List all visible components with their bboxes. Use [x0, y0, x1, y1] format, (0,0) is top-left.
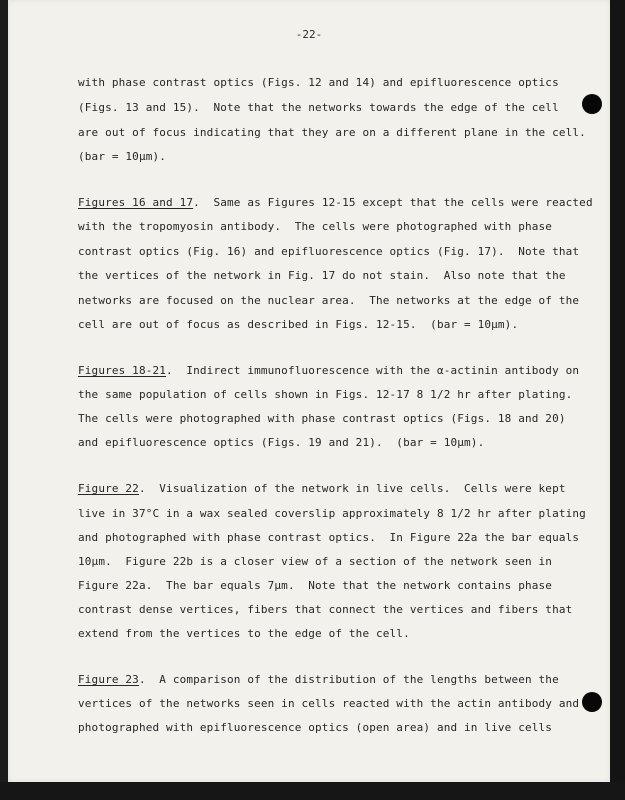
- caption-first-line: [78, 673, 559, 686]
- caption-text: . Visualization of the network in live cells. Cells were kept: [138, 482, 566, 495]
- caption-first-line: [78, 364, 579, 377]
- text-line: the vertices of the network in Fig. 17 do not stain. Also note that the: [78, 269, 566, 282]
- document-page: [8, 0, 610, 782]
- text-line: live in 37°C in a wax sealed coverslip approximately 8 1/2 hr after plating: [78, 507, 586, 520]
- text-line: contrast dense vertices, fibers that connect the vertices and fibers that: [78, 603, 573, 616]
- caption-label: Figure 22: [78, 482, 139, 495]
- text-line: photographed with epifluorescence optics (open area) and in live cells: [78, 721, 553, 734]
- caption-label: Figures 18-21: [78, 364, 167, 377]
- text-line: (Figs. 13 and 15). Note that the networks towards the edge of the cell: [78, 101, 559, 114]
- punch-hole: [582, 94, 602, 114]
- text-line: with the tropomyosin antibody. The cells were photographed with phase: [78, 220, 553, 233]
- page-number: -22-: [295, 28, 323, 41]
- text-line: networks are focused on the nuclear area. The networks at the edge of the: [78, 294, 580, 307]
- text-line: are out of focus indicating that they are on a different plane in the cell.: [78, 126, 586, 139]
- text-line: and photographed with phase contrast optics. In Figure 22a the bar equals: [78, 531, 580, 544]
- scan-edge-right: [610, 0, 625, 800]
- caption-text: . Indirect immunofluorescence with the α-actinin antibody on: [166, 364, 580, 377]
- text-line: the same population of cells shown in Figs. 12-17 8 1/2 hr after plating.: [78, 388, 573, 401]
- text-line: (bar = 10μm).: [78, 150, 167, 163]
- text-line: with phase contrast optics (Figs. 12 and 14) and epifluorescence optics: [78, 76, 559, 89]
- text-line: vertices of the networks seen in cells reacted with the actin antibody and: [78, 697, 580, 710]
- text-line: 10μm. Figure 22b is a closer view of a section of the network seen in: [78, 555, 553, 568]
- text-line: and epifluorescence optics (Figs. 19 and 21). (bar = 10μm).: [78, 436, 485, 449]
- caption-label: Figures 16 and 17: [78, 196, 194, 209]
- text-line: The cells were photographed with phase contrast optics (Figs. 18 and 20): [78, 412, 566, 425]
- text-line: Figure 22a. The bar equals 7μm. Note that the network contains phase: [78, 579, 553, 592]
- text-line: contrast optics (Fig. 16) and epifluorescence optics (Fig. 17). Note that: [78, 245, 580, 258]
- caption-text: . Same as Figures 12-15 except that the cells were reacted: [193, 196, 593, 209]
- scan-edge-bottom: [0, 782, 625, 800]
- caption-label: Figure 23: [78, 673, 139, 686]
- caption-first-line: [78, 482, 566, 495]
- caption-text: . A comparison of the distribution of the lengths between the: [138, 673, 559, 686]
- punch-hole: [582, 692, 602, 712]
- text-line: cell are out of focus as described in Figs. 12-15. (bar = 10μm).: [78, 318, 519, 331]
- text-line: extend from the vertices to the edge of the cell.: [78, 627, 410, 640]
- caption-first-line: [78, 196, 593, 209]
